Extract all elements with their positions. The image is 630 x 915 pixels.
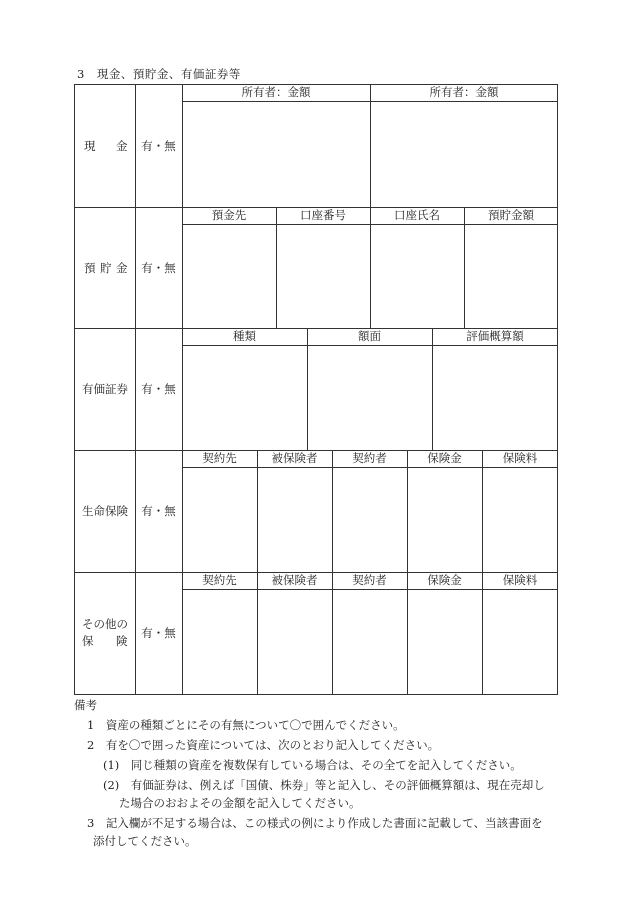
remark-2-2-continued: た場合のおおよその金額を記入してください。 bbox=[119, 796, 361, 810]
cash-presence-choice[interactable]: 有・無 bbox=[141, 139, 176, 153]
remarks-heading: 備考 bbox=[74, 698, 97, 712]
header-underline bbox=[182, 467, 558, 468]
remark-3-continued: 添付してください。 bbox=[93, 834, 197, 848]
column-divider bbox=[182, 84, 183, 695]
life-header-insurer: 契約先 bbox=[202, 451, 237, 465]
deposits-header-account-number: 口座番号 bbox=[300, 208, 346, 222]
securities-header-face-value: 額面 bbox=[358, 329, 381, 343]
cash-column-divider bbox=[370, 84, 371, 207]
row-label-life-insurance: 生命保険 bbox=[82, 504, 128, 518]
life-header-premium: 保険料 bbox=[502, 451, 538, 465]
securities-presence-choice[interactable]: 有・無 bbox=[141, 382, 176, 396]
remark-2-1: (1) 同じ種類の資産を複数保有している場合は、その全てを記入してください。 bbox=[103, 758, 522, 772]
deposit-column-divider bbox=[370, 207, 371, 328]
other-header-insurer: 契約先 bbox=[202, 573, 237, 587]
header-underline bbox=[182, 345, 558, 346]
deposits-presence-choice[interactable]: 有・無 bbox=[141, 261, 176, 275]
deposits-header-account-name: 口座氏名 bbox=[394, 208, 440, 222]
securities-column-divider bbox=[307, 328, 308, 450]
remark-1: 1 資産の種類ごとにその有無について〇で囲んでください。 bbox=[87, 718, 405, 732]
life-insurance-presence-choice[interactable]: 有・無 bbox=[141, 504, 176, 518]
cash-header-owner-amount: 所有者：金額 bbox=[429, 85, 499, 99]
securities-header-estimated-value: 評価概算額 bbox=[466, 329, 524, 343]
remark-2-2: (2) 有価証券は、例えば「国債、株券」等と記入し、その評価概算額は、現在売却し bbox=[103, 778, 545, 792]
other-header-policyholder: 契約者 bbox=[352, 573, 387, 587]
other-insurance-presence-choice[interactable]: 有・無 bbox=[141, 626, 176, 640]
remark-3: 3 記入欄が不足する場合は、この様式の例により作成した書面に記載して、当該書面を bbox=[87, 816, 543, 830]
row-label-deposits: 預 貯 金 bbox=[84, 261, 128, 275]
row-label-other-insurance: その他の 保 険 bbox=[82, 617, 128, 648]
row-label-cash: 現 金 bbox=[84, 139, 128, 153]
other-header-insured: 被保険者 bbox=[271, 573, 318, 587]
life-header-benefit: 保険金 bbox=[427, 451, 462, 465]
deposits-header-amount: 預貯金額 bbox=[488, 208, 534, 222]
life-header-insured: 被保険者 bbox=[271, 451, 318, 465]
other-header-benefit: 保険金 bbox=[427, 573, 462, 587]
cash-header-owner-amount: 所有者：金額 bbox=[241, 85, 311, 99]
header-underline bbox=[182, 589, 558, 590]
table-border-bottom bbox=[74, 694, 558, 695]
row-label-securities: 有価証券 bbox=[82, 382, 128, 396]
securities-header-type: 種類 bbox=[233, 329, 256, 343]
other-header-premium: 保険料 bbox=[502, 573, 538, 587]
asset-table bbox=[74, 84, 558, 695]
deposit-column-divider bbox=[276, 207, 277, 328]
deposits-header-bank: 預金先 bbox=[211, 208, 247, 222]
deposit-column-divider bbox=[464, 207, 465, 328]
securities-column-divider bbox=[432, 328, 433, 450]
section-title: 3 現金、預貯金、有価証券等 bbox=[77, 67, 241, 81]
table-border-right bbox=[557, 84, 558, 695]
life-header-policyholder: 契約者 bbox=[352, 451, 387, 465]
remark-2: 2 有を〇で囲った資産については、次のとおり記入してください。 bbox=[87, 738, 440, 752]
